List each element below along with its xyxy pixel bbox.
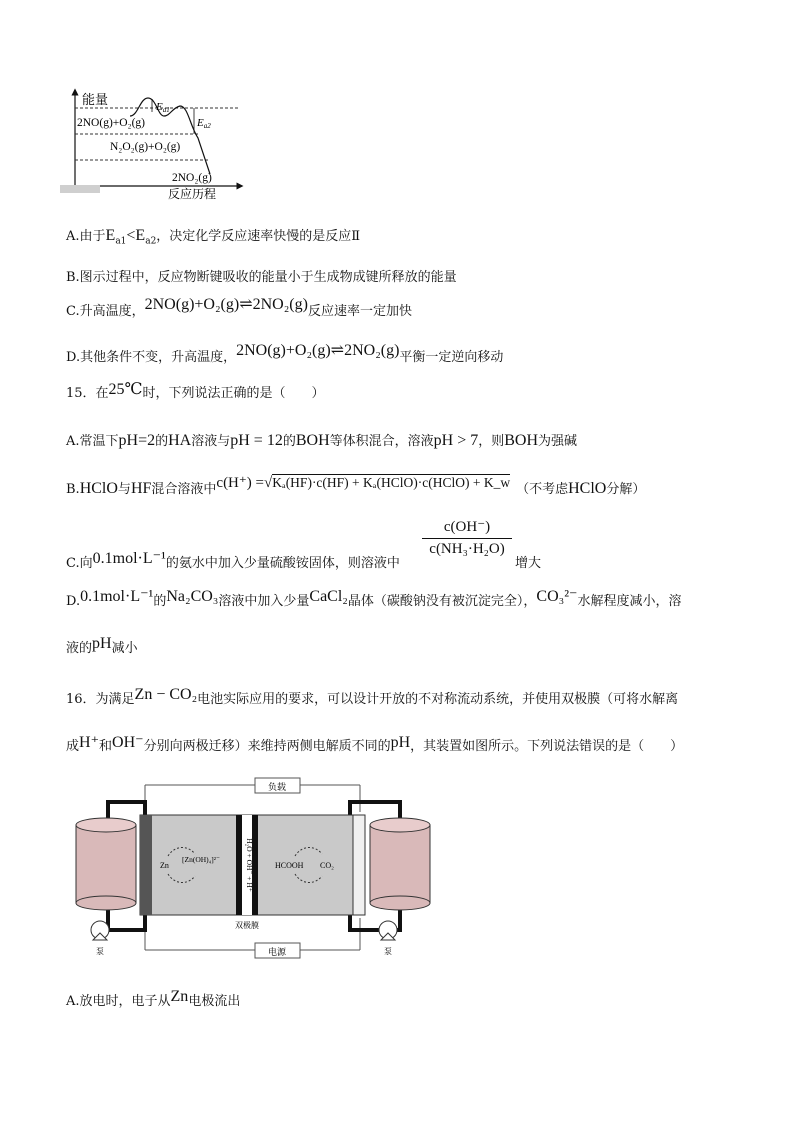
- q16-stem: 16．为满足Zn − CO₂电池实际应用的要求，可以设计开放的不对称流动系统，并使用双极膜（可将水解离: [66, 686, 679, 707]
- q15-option-c: C.向0.1mol·L⁻¹的氨水中加入少量硫酸铵固体，则溶液中: [66, 550, 400, 571]
- hcooh-label: HCOOH: [275, 861, 304, 870]
- q15-option-d: D.0.1mol·L⁻¹的Na₂CO₃溶液中加入少量CaCl₂晶体（碳酸钠没有被沉淀完全），CO₃²⁻水解程度减小，溶: [66, 588, 682, 609]
- right-electrode: [353, 815, 365, 915]
- svg-text:Ea1: Ea1: [156, 101, 170, 114]
- ea2-label: E: [197, 117, 204, 129]
- co2-label: CO₂: [320, 861, 334, 870]
- energy-label: 能量: [82, 92, 109, 107]
- q14-option-a: A.由于$E_{a1}<E_{a2}$，决定化学反应速率快慢的是反应Ⅱ: [66, 227, 361, 247]
- load-label: 负载: [267, 782, 287, 792]
- q15-fraction: c(OH⁻) c(NH₃·H₂O): [422, 517, 512, 558]
- q16-option-a: A.放电时，电子从Zn电极流出: [66, 988, 241, 1009]
- q15-option-d-cont: 液的pH减小: [66, 635, 138, 656]
- zincate-label: [Zn(OH)₄]²⁻: [182, 855, 220, 864]
- membrane-label: 双极膜: [235, 921, 259, 930]
- left-pump: [91, 921, 109, 940]
- right-pump: [379, 921, 397, 940]
- zn-electrode: [140, 815, 152, 915]
- energy-curve: [130, 98, 210, 174]
- q16-stem-cont: 成H⁺和OH⁻分别向两极迁移）来维持两侧电解质不同的pH，其装置如图所示。下列说法错误的是（ ）: [66, 734, 684, 754]
- q15-stem: 15．在25℃时，下列说法正确的是（ ）: [66, 381, 325, 401]
- q14-option-d: D.其他条件不变，升高温度，2NO(g)+O₂(g)⇌2NO₂(g)平衡一定逆向移动: [66, 342, 504, 365]
- blurred-mark: [60, 185, 100, 193]
- level-2-label: N₂O₂(g)+O₂(g): [110, 141, 181, 153]
- energy-diagram: [60, 86, 260, 204]
- power-label: 电源: [267, 947, 287, 957]
- flow-battery-diagram: [70, 770, 440, 960]
- svg-text:Ea2: Ea2: [197, 117, 211, 130]
- q15-option-a: A.常温下pH=2的HA溶液与pH = 12的BOH等体积混合，溶液pH > 7，则BOH为强碱: [66, 432, 578, 449]
- zn-label: Zn: [160, 861, 169, 870]
- bipolar-membrane-left: [236, 815, 242, 915]
- level-3-label: 2NO₂(g): [172, 172, 212, 184]
- level-1-label: 2NO(g)+O₂(g): [77, 117, 145, 129]
- right-pump-label: 泵: [384, 947, 392, 956]
- left-tank: [76, 818, 136, 910]
- ea1-label: E: [156, 101, 163, 113]
- left-pump-label: 泵: [96, 947, 104, 956]
- q15-option-c-tail: 增大: [515, 556, 542, 571]
- q14-option-c: C.升高温度，2NO(g)+O₂(g)⇌2NO₂(g)反应速率一定加快: [66, 296, 412, 319]
- q15-option-b: B.HClO与HF混合溶液中c(H⁺) =√Kₐ(HF)·c(HF) + Kₐ(HClO)·c(HClO) + K_w （不考虑HClO分解）: [66, 475, 646, 497]
- q14-option-b: B.图示过程中，反应物断键吸收的能量小于生成物成键所释放的能量: [66, 270, 457, 285]
- progress-label: 反应历程: [168, 187, 217, 201]
- membrane-ions: H₂O + OH⁻ + H⁺: [245, 838, 254, 892]
- right-tank: [370, 818, 430, 910]
